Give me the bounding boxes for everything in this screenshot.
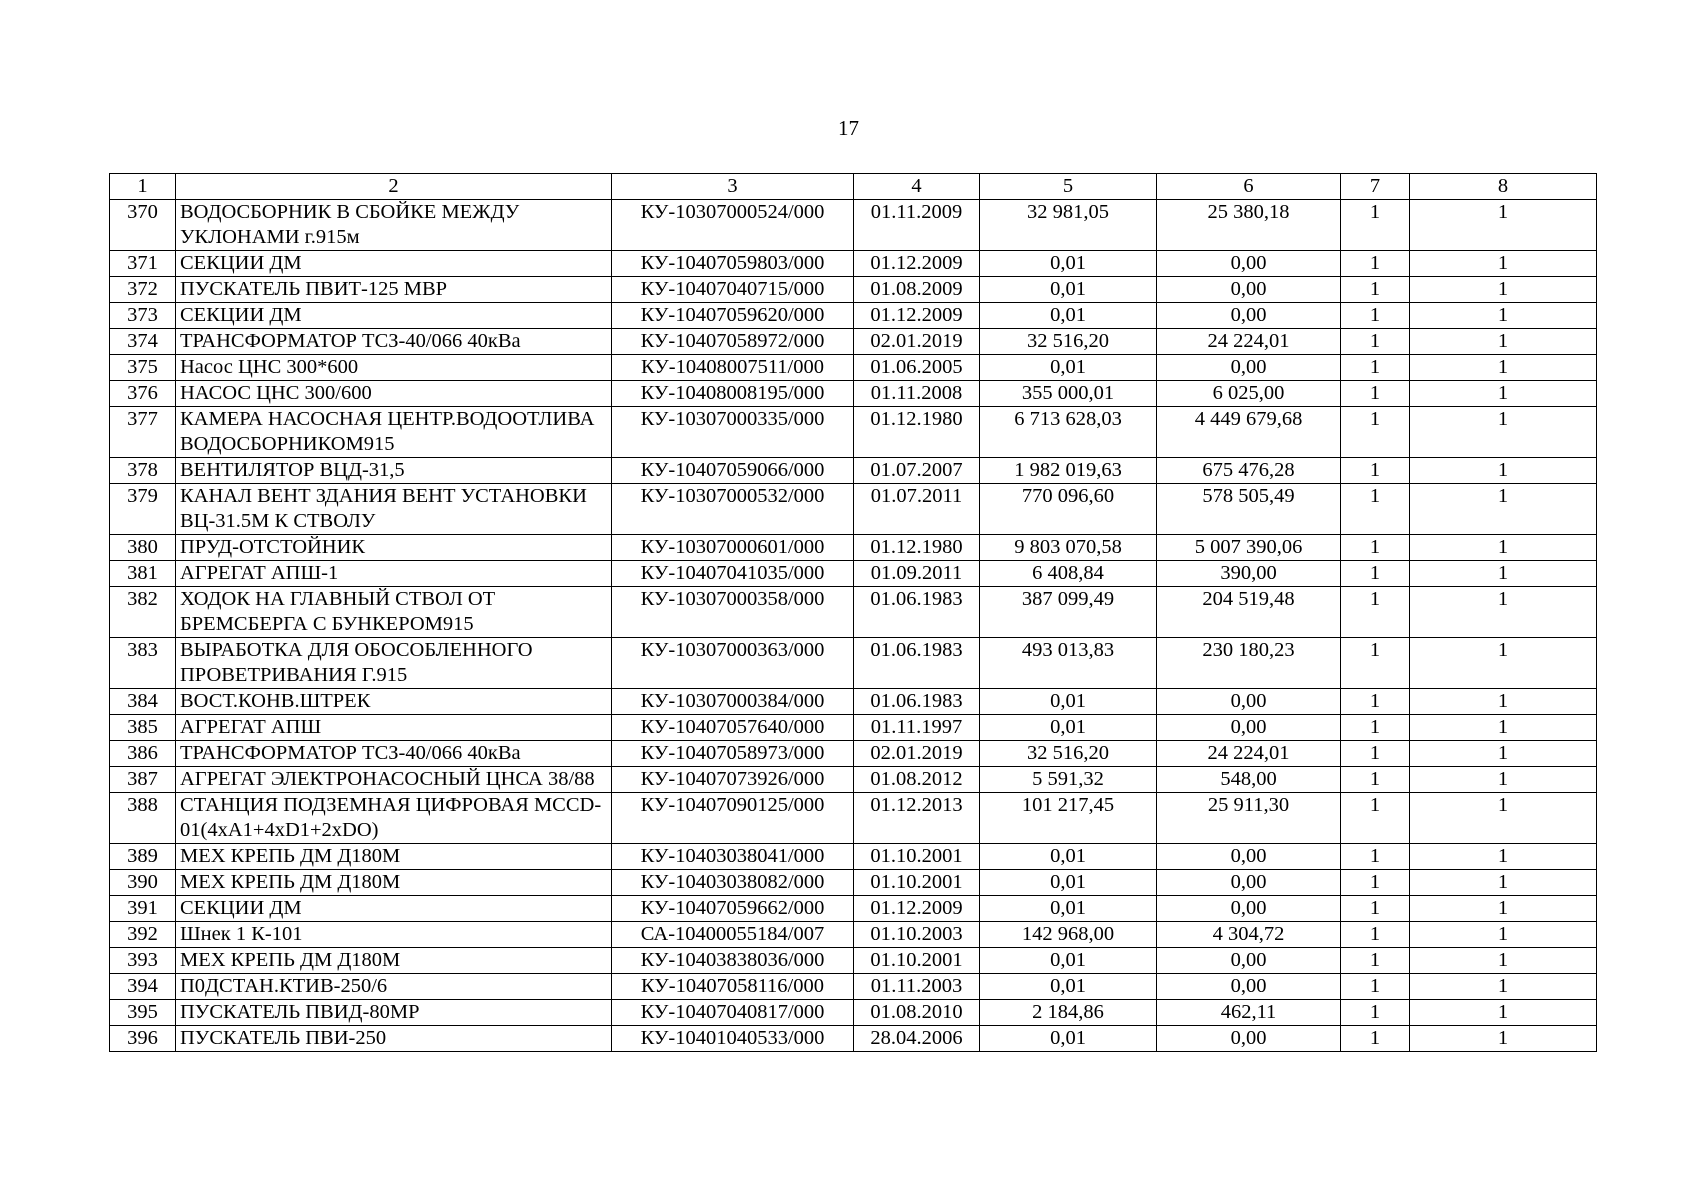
quantity-cell: 1 <box>1341 484 1410 535</box>
table-row <box>110 458 1597 484</box>
quantity-cell: 1 <box>1341 277 1410 303</box>
quantity-cell: 1 <box>1410 484 1597 535</box>
quantity-cell: 1 <box>1341 922 1410 948</box>
table-row <box>110 741 1597 767</box>
residual-value: 6 025,00 <box>1157 381 1341 407</box>
item-name: ПУСКАТЕЛЬ ПВИ-250 <box>176 1026 612 1052</box>
quantity-cell: 1 <box>1341 303 1410 329</box>
quantity-cell: 1 <box>1410 767 1597 793</box>
date-cell: 01.11.2003 <box>854 974 980 1000</box>
row-number: 391 <box>110 896 176 922</box>
initial-cost: 0,01 <box>980 1026 1157 1052</box>
table-row <box>110 689 1597 715</box>
initial-cost: 6 408,84 <box>980 561 1157 587</box>
residual-value: 675 476,28 <box>1157 458 1341 484</box>
row-number: 390 <box>110 870 176 896</box>
initial-cost: 770 096,60 <box>980 484 1157 535</box>
residual-value: 25 911,30 <box>1157 793 1341 844</box>
date-cell: 01.12.1980 <box>854 407 980 458</box>
initial-cost: 32 516,20 <box>980 741 1157 767</box>
item-name: ПУСКАТЕЛЬ ПВИТ-125 МВР <box>176 277 612 303</box>
residual-value: 0,00 <box>1157 844 1341 870</box>
row-number: 384 <box>110 689 176 715</box>
inventory-code: КУ-10407040817/000 <box>612 1000 854 1026</box>
column-header: 5 <box>980 174 1157 200</box>
initial-cost: 0,01 <box>980 870 1157 896</box>
inventory-code: КУ-10407041035/000 <box>612 561 854 587</box>
date-cell: 01.10.2003 <box>854 922 980 948</box>
initial-cost: 0,01 <box>980 844 1157 870</box>
item-name: ПУСКАТЕЛЬ ПВИД-80МР <box>176 1000 612 1026</box>
date-cell: 01.12.2013 <box>854 793 980 844</box>
residual-value: 548,00 <box>1157 767 1341 793</box>
inventory-code: КУ-10407073926/000 <box>612 767 854 793</box>
quantity-cell: 1 <box>1410 200 1597 251</box>
item-name: Насос ЦНС 300*600 <box>176 355 612 381</box>
initial-cost: 387 099,49 <box>980 587 1157 638</box>
residual-value: 24 224,01 <box>1157 741 1341 767</box>
row-number: 373 <box>110 303 176 329</box>
column-header: 1 <box>110 174 176 200</box>
table-row <box>110 793 1597 844</box>
quantity-cell: 1 <box>1410 948 1597 974</box>
row-number: 377 <box>110 407 176 458</box>
quantity-cell: 1 <box>1410 303 1597 329</box>
quantity-cell: 1 <box>1341 407 1410 458</box>
table-row <box>110 303 1597 329</box>
initial-cost: 1 982 019,63 <box>980 458 1157 484</box>
row-number: 379 <box>110 484 176 535</box>
quantity-cell: 1 <box>1341 1026 1410 1052</box>
residual-value: 4 449 679,68 <box>1157 407 1341 458</box>
item-name: КАМЕРА НАСОСНАЯ ЦЕНТР.ВОДООТЛИВА ВОДОСБОРНИКОМ915 <box>176 407 612 458</box>
row-number: 381 <box>110 561 176 587</box>
row-number: 371 <box>110 251 176 277</box>
residual-value: 0,00 <box>1157 277 1341 303</box>
date-cell: 01.11.2008 <box>854 381 980 407</box>
item-name: ПРУД-ОТСТОЙНИК <box>176 535 612 561</box>
residual-value: 462,11 <box>1157 1000 1341 1026</box>
inventory-code: КУ-10307000363/000 <box>612 638 854 689</box>
initial-cost: 6 713 628,03 <box>980 407 1157 458</box>
quantity-cell: 1 <box>1410 407 1597 458</box>
residual-value: 4 304,72 <box>1157 922 1341 948</box>
inventory-table <box>109 173 1597 1052</box>
residual-value: 0,00 <box>1157 355 1341 381</box>
item-name: П0ДСТАН.КТИВ-250/6 <box>176 974 612 1000</box>
initial-cost: 32 516,20 <box>980 329 1157 355</box>
initial-cost: 0,01 <box>980 974 1157 1000</box>
table-row <box>110 767 1597 793</box>
quantity-cell: 1 <box>1410 1026 1597 1052</box>
initial-cost: 32 981,05 <box>980 200 1157 251</box>
quantity-cell: 1 <box>1410 355 1597 381</box>
row-number: 375 <box>110 355 176 381</box>
inventory-code: КУ-10407058973/000 <box>612 741 854 767</box>
residual-value: 0,00 <box>1157 948 1341 974</box>
table-row <box>110 200 1597 251</box>
row-number: 395 <box>110 1000 176 1026</box>
quantity-cell: 1 <box>1410 922 1597 948</box>
initial-cost: 101 217,45 <box>980 793 1157 844</box>
date-cell: 01.12.2009 <box>854 303 980 329</box>
date-cell: 01.06.1983 <box>854 689 980 715</box>
initial-cost: 0,01 <box>980 303 1157 329</box>
initial-cost: 0,01 <box>980 896 1157 922</box>
quantity-cell: 1 <box>1341 587 1410 638</box>
item-name: МЕХ КРЕПЬ ДМ Д180М <box>176 948 612 974</box>
inventory-code: КУ-10307000358/000 <box>612 587 854 638</box>
table-row <box>110 251 1597 277</box>
residual-value: 578 505,49 <box>1157 484 1341 535</box>
row-number: 380 <box>110 535 176 561</box>
table-row <box>110 355 1597 381</box>
item-name: ХОДОК НА ГЛАВНЫЙ СТВОЛ ОТ БРЕМСБЕРГА С БУНКЕРОМ915 <box>176 587 612 638</box>
row-number: 394 <box>110 974 176 1000</box>
quantity-cell: 1 <box>1410 458 1597 484</box>
item-name: ТРАНСФОРМАТОР ТСЗ-40/066 40кВа <box>176 741 612 767</box>
date-cell: 01.11.2009 <box>854 200 980 251</box>
residual-value: 0,00 <box>1157 870 1341 896</box>
initial-cost: 493 013,83 <box>980 638 1157 689</box>
row-number: 374 <box>110 329 176 355</box>
table-row <box>110 535 1597 561</box>
item-name: МЕХ КРЕПЬ ДМ Д180М <box>176 870 612 896</box>
quantity-cell: 1 <box>1341 689 1410 715</box>
quantity-cell: 1 <box>1410 974 1597 1000</box>
quantity-cell: 1 <box>1341 1000 1410 1026</box>
date-cell: 01.06.2005 <box>854 355 980 381</box>
table-row <box>110 1000 1597 1026</box>
inventory-code: КУ-10403838036/000 <box>612 948 854 974</box>
item-name: МЕХ КРЕПЬ ДМ Д180М <box>176 844 612 870</box>
table-row <box>110 484 1597 535</box>
row-number: 387 <box>110 767 176 793</box>
row-number: 385 <box>110 715 176 741</box>
column-header: 6 <box>1157 174 1341 200</box>
initial-cost: 0,01 <box>980 715 1157 741</box>
quantity-cell: 1 <box>1410 535 1597 561</box>
initial-cost: 355 000,01 <box>980 381 1157 407</box>
table-row <box>110 870 1597 896</box>
column-header: 4 <box>854 174 980 200</box>
table-row <box>110 922 1597 948</box>
item-name: ВОСТ.КОНВ.ШТРЕК <box>176 689 612 715</box>
quantity-cell: 1 <box>1410 277 1597 303</box>
row-number: 393 <box>110 948 176 974</box>
table-row <box>110 896 1597 922</box>
quantity-cell: 1 <box>1341 896 1410 922</box>
item-name: ВОДОСБОРНИК В СБОЙКЕ МЕЖДУ УКЛОНАМИ г.915м <box>176 200 612 251</box>
date-cell: 01.06.1983 <box>854 587 980 638</box>
inventory-code: КУ-10403038041/000 <box>612 844 854 870</box>
quantity-cell: 1 <box>1341 638 1410 689</box>
table-row <box>110 715 1597 741</box>
residual-value: 0,00 <box>1157 1026 1341 1052</box>
residual-value: 0,00 <box>1157 303 1341 329</box>
date-cell: 01.08.2009 <box>854 277 980 303</box>
quantity-cell: 1 <box>1410 689 1597 715</box>
table-row <box>110 277 1597 303</box>
date-cell: 02.01.2019 <box>854 329 980 355</box>
initial-cost: 0,01 <box>980 251 1157 277</box>
quantity-cell: 1 <box>1341 355 1410 381</box>
quantity-cell: 1 <box>1341 200 1410 251</box>
quantity-cell: 1 <box>1410 329 1597 355</box>
table-row <box>110 948 1597 974</box>
table-row <box>110 329 1597 355</box>
row-number: 386 <box>110 741 176 767</box>
residual-value: 0,00 <box>1157 251 1341 277</box>
inventory-code: КУ-10407090125/000 <box>612 793 854 844</box>
residual-value: 0,00 <box>1157 974 1341 1000</box>
quantity-cell: 1 <box>1341 715 1410 741</box>
residual-value: 230 180,23 <box>1157 638 1341 689</box>
table-row <box>110 844 1597 870</box>
table-body <box>110 200 1597 1052</box>
inventory-code: КУ-10407059803/000 <box>612 251 854 277</box>
quantity-cell: 1 <box>1410 715 1597 741</box>
residual-value: 25 380,18 <box>1157 200 1341 251</box>
inventory-code: КУ-10408007511/000 <box>612 355 854 381</box>
quantity-cell: 1 <box>1410 381 1597 407</box>
residual-value: 0,00 <box>1157 715 1341 741</box>
item-name: Шнек 1 К-101 <box>176 922 612 948</box>
quantity-cell: 1 <box>1410 870 1597 896</box>
item-name: АГРЕГАТ АПШ-1 <box>176 561 612 587</box>
date-cell: 01.06.1983 <box>854 638 980 689</box>
column-header: 8 <box>1410 174 1597 200</box>
inventory-code: КУ-10403038082/000 <box>612 870 854 896</box>
row-number: 392 <box>110 922 176 948</box>
column-header: 3 <box>612 174 854 200</box>
column-number-row <box>110 174 1597 200</box>
inventory-code: КУ-10307000532/000 <box>612 484 854 535</box>
date-cell: 01.07.2011 <box>854 484 980 535</box>
date-cell: 01.07.2007 <box>854 458 980 484</box>
table-row <box>110 381 1597 407</box>
inventory-code: СА-10400055184/007 <box>612 922 854 948</box>
quantity-cell: 1 <box>1341 329 1410 355</box>
column-header: 7 <box>1341 174 1410 200</box>
table-row <box>110 561 1597 587</box>
inventory-code: КУ-10307000601/000 <box>612 535 854 561</box>
page-number: 17 <box>838 116 859 140</box>
quantity-cell: 1 <box>1410 1000 1597 1026</box>
date-cell: 01.08.2012 <box>854 767 980 793</box>
inventory-code: КУ-10407059066/000 <box>612 458 854 484</box>
date-cell: 01.10.2001 <box>854 870 980 896</box>
item-name: СЕКЦИИ ДМ <box>176 251 612 277</box>
table-row <box>110 587 1597 638</box>
inventory-code: КУ-10407058972/000 <box>612 329 854 355</box>
item-name: АГРЕГАТ ЭЛЕКТРОНАСОСНЫЙ ЦНСА 38/88 <box>176 767 612 793</box>
initial-cost: 0,01 <box>980 355 1157 381</box>
quantity-cell: 1 <box>1341 458 1410 484</box>
quantity-cell: 1 <box>1341 974 1410 1000</box>
quantity-cell: 1 <box>1410 251 1597 277</box>
date-cell: 01.10.2001 <box>854 948 980 974</box>
item-name: СТАНЦИЯ ПОДЗЕМНАЯ ЦИФРОВАЯ MCCD-01(4xA1+4xD1+2xDO) <box>176 793 612 844</box>
initial-cost: 2 184,86 <box>980 1000 1157 1026</box>
row-number: 383 <box>110 638 176 689</box>
residual-value: 5 007 390,06 <box>1157 535 1341 561</box>
quantity-cell: 1 <box>1341 561 1410 587</box>
inventory-code: КУ-10407057640/000 <box>612 715 854 741</box>
quantity-cell: 1 <box>1341 381 1410 407</box>
date-cell: 01.11.1997 <box>854 715 980 741</box>
inventory-code: КУ-10307000524/000 <box>612 200 854 251</box>
quantity-cell: 1 <box>1341 535 1410 561</box>
quantity-cell: 1 <box>1410 741 1597 767</box>
row-number: 389 <box>110 844 176 870</box>
item-name: ВЕНТИЛЯТОР ВЦД-31,5 <box>176 458 612 484</box>
date-cell: 01.12.1980 <box>854 535 980 561</box>
residual-value: 0,00 <box>1157 689 1341 715</box>
item-name: АГРЕГАТ АПШ <box>176 715 612 741</box>
item-name: КАНАЛ ВЕНТ ЗДАНИЯ ВЕНТ УСТАНОВКИ ВЦ-31.5М К СТВОЛУ <box>176 484 612 535</box>
quantity-cell: 1 <box>1410 638 1597 689</box>
initial-cost: 9 803 070,58 <box>980 535 1157 561</box>
table-row <box>110 407 1597 458</box>
table-row <box>110 1026 1597 1052</box>
quantity-cell: 1 <box>1341 948 1410 974</box>
quantity-cell: 1 <box>1341 251 1410 277</box>
row-number: 378 <box>110 458 176 484</box>
row-number: 396 <box>110 1026 176 1052</box>
row-number: 376 <box>110 381 176 407</box>
quantity-cell: 1 <box>1341 844 1410 870</box>
initial-cost: 0,01 <box>980 948 1157 974</box>
row-number: 382 <box>110 587 176 638</box>
item-name: ВЫРАБОТКА ДЛЯ ОБОСОБЛЕННОГО ПРОВЕТРИВАНИЯ Г.915 <box>176 638 612 689</box>
inventory-code: КУ-10307000335/000 <box>612 407 854 458</box>
inventory-code: КУ-10407059662/000 <box>612 896 854 922</box>
inventory-code: КУ-10407040715/000 <box>612 277 854 303</box>
table-row <box>110 974 1597 1000</box>
inventory-code: КУ-10307000384/000 <box>612 689 854 715</box>
initial-cost: 142 968,00 <box>980 922 1157 948</box>
quantity-cell: 1 <box>1341 741 1410 767</box>
item-name: НАСОС ЦНС 300/600 <box>176 381 612 407</box>
date-cell: 02.01.2019 <box>854 741 980 767</box>
residual-value: 24 224,01 <box>1157 329 1341 355</box>
residual-value: 390,00 <box>1157 561 1341 587</box>
item-name: СЕКЦИИ ДМ <box>176 896 612 922</box>
date-cell: 28.04.2006 <box>854 1026 980 1052</box>
quantity-cell: 1 <box>1341 793 1410 844</box>
quantity-cell: 1 <box>1410 896 1597 922</box>
date-cell: 01.10.2001 <box>854 844 980 870</box>
residual-value: 0,00 <box>1157 896 1341 922</box>
date-cell: 01.12.2009 <box>854 251 980 277</box>
quantity-cell: 1 <box>1410 844 1597 870</box>
inventory-code: КУ-10407058116/000 <box>612 974 854 1000</box>
item-name: ТРАНСФОРМАТОР ТСЗ-40/066 40кВа <box>176 329 612 355</box>
row-number: 370 <box>110 200 176 251</box>
date-cell: 01.09.2011 <box>854 561 980 587</box>
inventory-code: КУ-10401040533/000 <box>612 1026 854 1052</box>
initial-cost: 0,01 <box>980 277 1157 303</box>
quantity-cell: 1 <box>1410 587 1597 638</box>
initial-cost: 5 591,32 <box>980 767 1157 793</box>
quantity-cell: 1 <box>1410 561 1597 587</box>
quantity-cell: 1 <box>1341 870 1410 896</box>
date-cell: 01.08.2010 <box>854 1000 980 1026</box>
row-number: 372 <box>110 277 176 303</box>
residual-value: 204 519,48 <box>1157 587 1341 638</box>
column-header: 2 <box>176 174 612 200</box>
inventory-code: КУ-10408008195/000 <box>612 381 854 407</box>
quantity-cell: 1 <box>1341 767 1410 793</box>
row-number: 388 <box>110 793 176 844</box>
item-name: СЕКЦИИ ДМ <box>176 303 612 329</box>
inventory-code: КУ-10407059620/000 <box>612 303 854 329</box>
table-row <box>110 638 1597 689</box>
date-cell: 01.12.2009 <box>854 896 980 922</box>
quantity-cell: 1 <box>1410 793 1597 844</box>
initial-cost: 0,01 <box>980 689 1157 715</box>
